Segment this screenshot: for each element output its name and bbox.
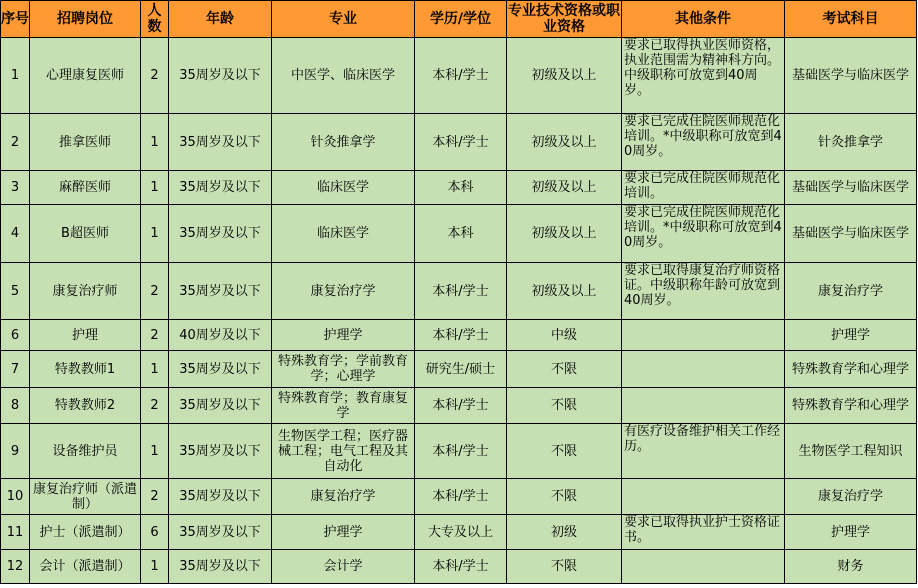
header-qual: 专业技术资格或职业资格	[507, 1, 622, 38]
cell-qual: 不限	[507, 388, 622, 424]
cell-exam: 康复治疗学	[785, 263, 917, 320]
cell-no: 7	[1, 351, 30, 388]
cell-major: 特殊教育学；学前教育学；心理学	[272, 351, 415, 388]
cell-no: 6	[1, 320, 30, 351]
cell-post: 康复治疗师（派遣制）	[30, 479, 141, 515]
cell-qual: 初级及以上	[507, 205, 622, 263]
cell-exam: 基础医学与临床医学	[785, 205, 917, 263]
cell-post: 护理	[30, 320, 141, 351]
cell-qual: 初级及以上	[507, 263, 622, 320]
header-cond: 其他条件	[622, 1, 785, 38]
cell-cond	[622, 550, 785, 584]
cell-no: 11	[1, 515, 30, 550]
header-major: 专业	[272, 1, 415, 38]
table-row	[1, 263, 917, 320]
table-row	[1, 388, 917, 424]
cell-num: 2	[141, 263, 169, 320]
cell-num: 2	[141, 320, 169, 351]
cell-age: 35周岁及以下	[169, 38, 272, 114]
cell-num: 2	[141, 479, 169, 515]
header-age: 年龄	[169, 1, 272, 38]
cell-cond	[622, 320, 785, 351]
cell-num: 1	[141, 114, 169, 171]
cell-edu: 本科	[415, 171, 507, 205]
cell-qual: 中级	[507, 320, 622, 351]
cell-exam: 特殊教育学和心理学	[785, 351, 917, 388]
header-no: 序号	[1, 1, 30, 38]
cell-no: 4	[1, 205, 30, 263]
cell-major: 护理学	[272, 515, 415, 550]
header-num: 人数	[141, 1, 169, 38]
table-row	[1, 320, 917, 351]
cell-num: 1	[141, 351, 169, 388]
cell-exam: 财务	[785, 550, 917, 584]
cell-edu: 本科/学士	[415, 263, 507, 320]
cell-no: 3	[1, 171, 30, 205]
cell-age: 35周岁及以下	[169, 388, 272, 424]
cell-exam: 生物医学工程知识	[785, 424, 917, 479]
cell-exam: 基础医学与临床医学	[785, 38, 917, 114]
cell-major: 康复治疗学	[272, 263, 415, 320]
cell-major: 生物医学工程；医疗器械工程；电气工程及其自动化	[272, 424, 415, 479]
cell-qual: 不限	[507, 424, 622, 479]
table-row	[1, 515, 917, 550]
cell-post: 特教教师2	[30, 388, 141, 424]
cell-post: 康复治疗师	[30, 263, 141, 320]
cell-num: 1	[141, 550, 169, 584]
cell-post: 护士（派遣制）	[30, 515, 141, 550]
cell-age: 35周岁及以下	[169, 479, 272, 515]
cell-exam: 基础医学与临床医学	[785, 171, 917, 205]
cell-major: 针灸推拿学	[272, 114, 415, 171]
cell-edu: 本科/学士	[415, 550, 507, 584]
cell-age: 35周岁及以下	[169, 550, 272, 584]
cell-num: 1	[141, 424, 169, 479]
cell-num: 2	[141, 38, 169, 114]
cell-no: 12	[1, 550, 30, 584]
table-row	[1, 205, 917, 263]
cell-age: 35周岁及以下	[169, 171, 272, 205]
table-row	[1, 351, 917, 388]
table-row	[1, 550, 917, 584]
cell-edu: 本科/学士	[415, 38, 507, 114]
cell-major: 临床医学	[272, 171, 415, 205]
cell-qual: 不限	[507, 550, 622, 584]
cell-edu: 本科/学士	[415, 388, 507, 424]
cell-qual: 不限	[507, 479, 622, 515]
cell-qual: 初级及以上	[507, 171, 622, 205]
cell-major: 临床医学	[272, 205, 415, 263]
cell-qual: 初级及以上	[507, 114, 622, 171]
cell-cond: 有医疗设备维护相关工作经历。	[622, 424, 785, 479]
cell-cond: 要求已完成住院医师规范化培训。	[622, 171, 785, 205]
cell-cond	[622, 351, 785, 388]
cell-no: 2	[1, 114, 30, 171]
cell-exam: 针灸推拿学	[785, 114, 917, 171]
cell-post: 推拿医师	[30, 114, 141, 171]
cell-major: 护理学	[272, 320, 415, 351]
cell-exam: 康复治疗学	[785, 479, 917, 515]
cell-major: 会计学	[272, 550, 415, 584]
header-post: 招聘岗位	[30, 1, 141, 38]
table-row	[1, 171, 917, 205]
cell-major: 康复治疗学	[272, 479, 415, 515]
cell-cond	[622, 479, 785, 515]
cell-post: 设备维护员	[30, 424, 141, 479]
cell-edu: 本科/学士	[415, 424, 507, 479]
header-row	[1, 1, 917, 38]
cell-age: 35周岁及以下	[169, 114, 272, 171]
cell-cond: 要求已取得执业护士资格证书。	[622, 515, 785, 550]
cell-edu: 本科/学士	[415, 479, 507, 515]
cell-age: 35周岁及以下	[169, 263, 272, 320]
cell-edu: 本科/学士	[415, 320, 507, 351]
cell-num: 1	[141, 171, 169, 205]
cell-cond: 要求已取得康复治疗师资格证。中级职称年龄可放宽到40周岁。	[622, 263, 785, 320]
header-exam: 考试科目	[785, 1, 917, 38]
cell-age: 35周岁及以下	[169, 351, 272, 388]
cell-post: 心理康复医师	[30, 38, 141, 114]
cell-num: 2	[141, 388, 169, 424]
cell-edu: 本科	[415, 205, 507, 263]
cell-cond: 要求已取得执业医师资格，执业范围需为精神科方向。中级职称可放宽到40周岁。	[622, 38, 785, 114]
table-row	[1, 479, 917, 515]
cell-no: 8	[1, 388, 30, 424]
cell-exam: 护理学	[785, 515, 917, 550]
table-row	[1, 114, 917, 171]
cell-exam: 特殊教育学和心理学	[785, 388, 917, 424]
cell-num: 1	[141, 205, 169, 263]
cell-post: B超医师	[30, 205, 141, 263]
cell-no: 1	[1, 38, 30, 114]
cell-age: 40周岁及以下	[169, 320, 272, 351]
cell-age: 35周岁及以下	[169, 424, 272, 479]
cell-age: 35周岁及以下	[169, 515, 272, 550]
cell-edu: 研究生/硕士	[415, 351, 507, 388]
cell-qual: 初级	[507, 515, 622, 550]
table-row	[1, 38, 917, 114]
cell-edu: 本科/学士	[415, 114, 507, 171]
header-edu: 学历/学位	[415, 1, 507, 38]
cell-qual: 初级及以上	[507, 38, 622, 114]
table-row	[1, 424, 917, 479]
cell-no: 9	[1, 424, 30, 479]
cell-exam: 护理学	[785, 320, 917, 351]
cell-no: 10	[1, 479, 30, 515]
cell-post: 特教教师1	[30, 351, 141, 388]
cell-cond: 要求已完成住院医师规范化培训。*中级职称可放宽到40周岁。	[622, 205, 785, 263]
cell-qual: 不限	[507, 351, 622, 388]
cell-edu: 大专及以上	[415, 515, 507, 550]
cell-cond: 要求已完成住院医师规范化培训。*中级职称可放宽到40周岁。	[622, 114, 785, 171]
cell-post: 麻醉医师	[30, 171, 141, 205]
cell-post: 会计（派遣制）	[30, 550, 141, 584]
cell-age: 35周岁及以下	[169, 205, 272, 263]
cell-num: 6	[141, 515, 169, 550]
cell-major: 特殊教育学；教育康复学	[272, 388, 415, 424]
cell-cond	[622, 388, 785, 424]
cell-major: 中医学、临床医学	[272, 38, 415, 114]
cell-no: 5	[1, 263, 30, 320]
